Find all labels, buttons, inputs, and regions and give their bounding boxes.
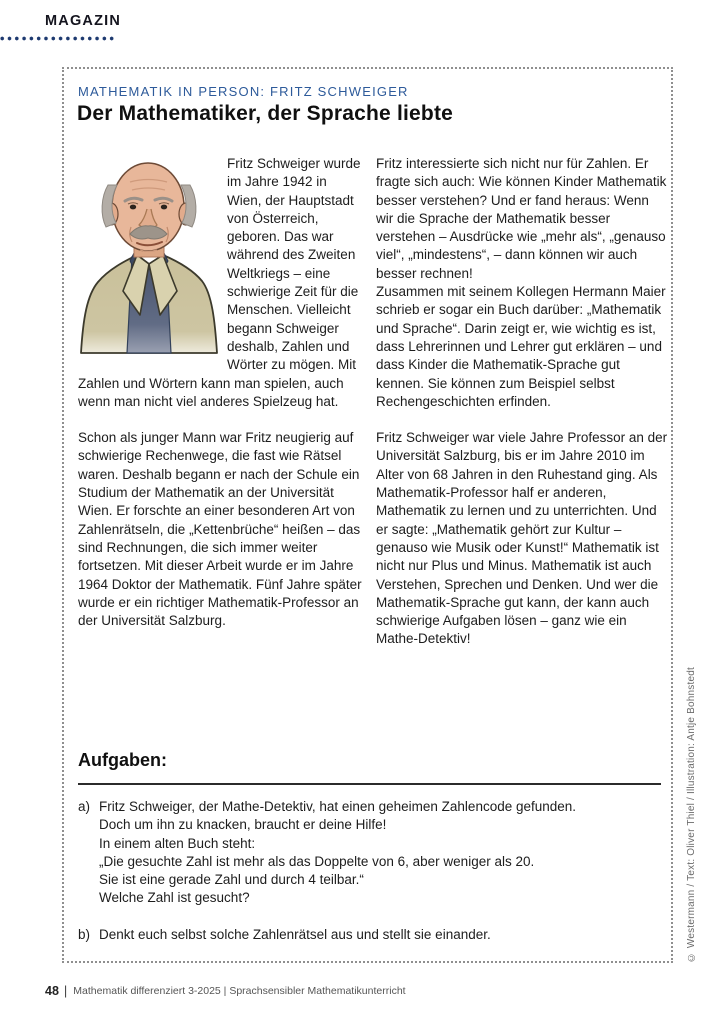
section-label-magazin: MAGAZIN (45, 13, 122, 29)
footer-journal-info: Mathematik differenziert 3-2025 | Sprachsensibler Mathematikunterricht (73, 984, 406, 997)
footer-separator: | (63, 983, 68, 998)
article-box (62, 67, 673, 963)
task-a-line: Fritz Schweiger, der Mathe-Detektiv, hat einen geheimen Zahlencode gefunden. (99, 799, 577, 814)
paragraph-4: Fritz Schweiger war viele Jahre Professor an der Universität Salzburg, bis er im Jahre 2010 im Alter von 68 Jahren in den Ruhestand ging. Als Mathematik-Professor half er anderen, Mathematik zu lernen und zu unterrichten. Und er sagte: „Mathematik gehört zur Kultur – genauso wie Musik oder Kunst!“ Mathematik ist nicht nur Plus und Minus. Mathematik ist auch Verstehen, Sprechen und Denken. Und wer die Mathematik-Sprache gut kann, der kann auch schwierige Aufgaben lösen – ganz wie ein Mathe-Detektiv! (376, 430, 668, 647)
dotted-accent-line (0, 36, 114, 41)
tasks-heading: Aufgaben: (78, 750, 167, 770)
task-a (78, 798, 664, 908)
task-b-lines (99, 926, 664, 944)
article-title: Der Mathematiker, der Sprache liebte (77, 102, 454, 125)
tasks-heading-rule (78, 783, 661, 785)
page-footer (45, 983, 406, 998)
task-b-line: Denkt euch selbst solche Zahlenrätsel aus und stellt sie einander. (99, 926, 491, 942)
paragraph-3b: Zusammen mit seinem Kollegen Hermann Maier schrieb er sogar ein Buch darüber: „Mathematik und Sprache“. Darin zeigt er, wie wichtig es ist, dass Lehrerinnen und Lehrer gut erklären – und dass Kinder die Mathematik-Sprache gut kennen. Sie können zum Beispiel selbst Rechengeschichten erfinden. (376, 284, 666, 409)
paragraph-2: Schon als junger Mann war Fritz neugierig auf schwierige Rechenwege, die fast wie Rätsel waren. Deshalb begann er nach der Schule ein Studium der Mathematik an der Universität Wien. Er forschte an einer besonderen Art von Zahlenrätseln, die „Kettenbrüche“ heißen – das sind Rechnungen, die sich immer weiter fortsetzen. Mit dieser Arbeit wurde er im Jahre 1964 Doktor der Mathematik. Fünf Jahre später wurde er ein richtiger Mathematik-Professor an der Universität Salzburg. (78, 430, 362, 629)
task-a-line: Welche Zahl ist gesucht? (99, 890, 250, 906)
task-a-line: „Die gesuchte Zahl ist mehr als das Doppelte von 6, aber weniger als 20. (99, 853, 535, 869)
task-a-line: Sie ist eine gerade Zahl und durch 4 teilbar.“ (99, 872, 364, 888)
task-b-marker: b) (78, 926, 91, 942)
task-a-line: In einem alten Buch steht: (99, 835, 256, 851)
fritz-schweiger-portrait-svg (78, 157, 220, 355)
task-a-marker: a) (78, 799, 91, 814)
article-kicker: MATHEMATIK IN PERSON: FRITZ SCHWEIGER (78, 84, 409, 99)
portrait-illustration (78, 157, 220, 355)
task-b (78, 926, 664, 944)
task-a-lines (99, 798, 664, 908)
task-a-line: Doch um ihn zu knacken, braucht er deine Hilfe! (99, 817, 387, 833)
paragraph-1: Fritz Schweiger wurde im Jahre 1942 in Wien, der Hauptstadt von Österreich, geboren. Das war während des Zweiten Weltkriegs – eine schwierige Zeit für die Menschen. Vielleicht begann Schweiger deshalb, Zahlen und Wörter zu mögen. Mit Zahlen und Wörtern kann man spielen, auch wenn man nicht viel anderes Spielzeug hat. (78, 156, 361, 409)
tasks-list (78, 798, 664, 944)
article-column-left (78, 155, 365, 630)
article-column-right (376, 155, 669, 649)
copyright-credit: © Westermann / Text: Oliver Thiel / Illustration: Antje Bohnstedt (686, 666, 697, 962)
paragraph-3a: Fritz interessierte sich nicht nur für Zahlen. Er fragte sich auch: Wie können Kinder Mathematik besser verstehen? Und er fand heraus: Wenn wir die Sprache der Mathematik besser verstehen – Ausdrücke wie „mehr als“, „genauso viel“, „mindestens“, – dann können wir auch besser rechnen! (376, 156, 667, 281)
page-number: 48 (45, 983, 59, 998)
